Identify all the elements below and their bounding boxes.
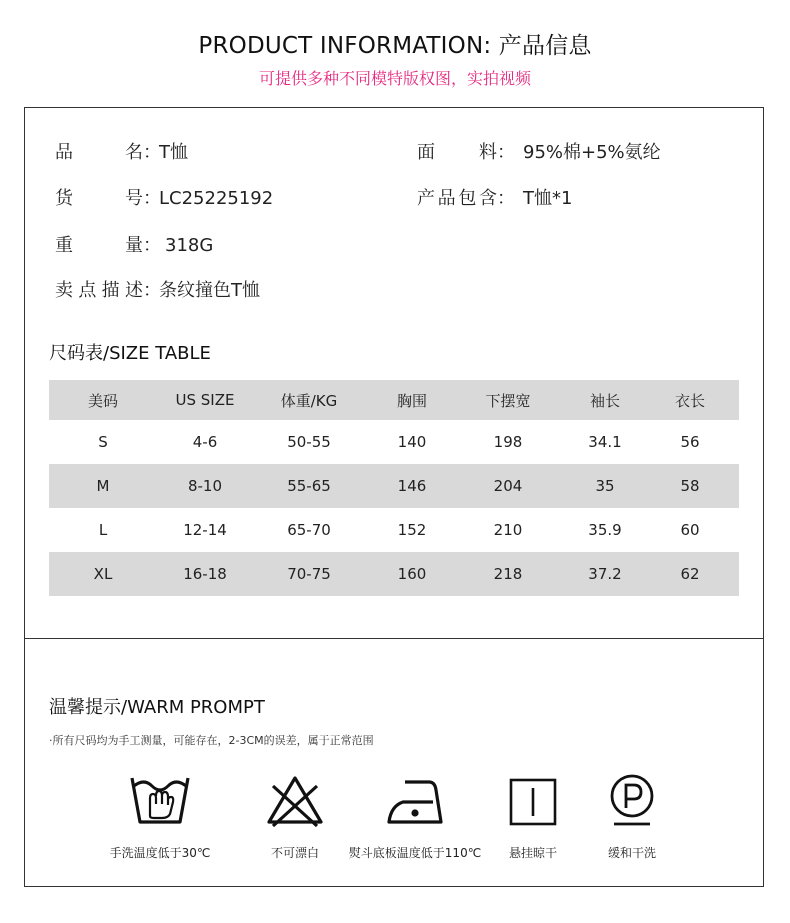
info-fabric-value: 95%棉+5%氨纶 [523, 142, 661, 163]
info-package-value: T恤*1 [523, 188, 573, 209]
table-cell: 218 [493, 565, 523, 583]
info-fabric-label: 面料 [417, 142, 497, 163]
table-header-cell: 衣长 [674, 391, 705, 410]
info-name-row: 品名：T恤 [55, 138, 188, 164]
table-cell: 12-14 [183, 521, 227, 539]
table-row [49, 420, 739, 464]
info-selling-label: 卖点描述 [55, 280, 143, 301]
care-label: 手洗温度低于30℃ [109, 846, 211, 860]
care-item-no-bleach [225, 772, 365, 861]
size-table [49, 380, 739, 596]
hand-wash-icon [128, 772, 192, 830]
care-label: 缓和干洗 [607, 846, 656, 860]
size-table-title: 尺码表/SIZE TABLE [49, 343, 211, 364]
info-name-value: T恤 [159, 142, 188, 163]
line-dry-icon [501, 772, 565, 830]
table-cell: 152 [397, 521, 427, 539]
info-package-label: 产品包含 [417, 188, 497, 209]
care-label: 不可漂白 [270, 846, 319, 860]
table-cell: 146 [397, 477, 427, 495]
table-cell: 4-6 [192, 433, 218, 451]
info-item-no-label: 货号 [55, 188, 143, 209]
warm-prompt-title: 温馨提示/WARM PROMPT [49, 697, 265, 718]
table-cell: 56 [680, 433, 700, 451]
care-label: 悬挂晾干 [508, 846, 557, 860]
table-cell: 58 [680, 477, 700, 495]
table-cell: 210 [493, 521, 523, 539]
table-cell: 37.2 [588, 565, 622, 583]
table-cell: 140 [397, 433, 427, 451]
info-weight-value: 318G [165, 235, 214, 256]
care-label: 熨斗底板温度低于110℃ [348, 846, 482, 860]
page-subtitle: 可提供多种不同模特版权图，实拍视频 [258, 69, 531, 88]
care-item-hand-wash [90, 772, 230, 861]
table-row [49, 552, 739, 596]
table-cell: 160 [397, 565, 427, 583]
iron-icon [383, 772, 447, 830]
table-cell: 8-10 [187, 477, 223, 495]
table-header-cell: 袖长 [589, 391, 620, 410]
table-cell: M [96, 477, 110, 495]
info-selling-row: 卖点描述：条纹撞色T恤 [55, 276, 260, 302]
info-fabric-row: 面料： 95%棉+5%氨纶 [417, 138, 661, 164]
info-item-no-row: 货号：LC25225192 [55, 184, 273, 210]
table-cell: 62 [680, 565, 700, 583]
table-cell: 35 [595, 477, 615, 495]
measurement-note: ·所有尺码均为手工测量，可能存在，2-3CM的误差，属于正常范围 [49, 734, 374, 747]
info-weight-row: 重量： 318G [55, 231, 213, 257]
table-header-row [49, 380, 739, 420]
table-header-cell: 胸围 [396, 391, 427, 410]
info-weight-label: 重量 [55, 235, 143, 256]
table-cell: 50-55 [287, 433, 331, 451]
table-cell: 70-75 [287, 565, 331, 583]
table-cell: L [98, 521, 108, 539]
table-cell: 204 [493, 477, 523, 495]
table-header-cell: 美码 [87, 391, 118, 410]
info-item-no-value: LC25225192 [159, 188, 274, 209]
section-divider [24, 638, 764, 639]
table-cell: 55-65 [287, 477, 331, 495]
table-row [49, 464, 739, 508]
dry-clean-p-icon [600, 772, 664, 830]
table-header-cell: 下摆宽 [485, 391, 531, 410]
table-cell: 65-70 [287, 521, 331, 539]
info-package-row: 产品包含： T恤*1 [417, 184, 572, 210]
table-cell: S [98, 433, 108, 451]
table-row [49, 508, 739, 552]
page-title: PRODUCT INFORMATION: 产品信息 [198, 33, 592, 59]
table-header-cell: US SIZE [175, 391, 235, 409]
table-cell: XL [93, 565, 113, 583]
table-header-cell: 体重/KG [280, 391, 338, 410]
table-cell: 34.1 [588, 433, 622, 451]
no-bleach-icon [263, 772, 327, 830]
info-selling-value: 条纹撞色T恤 [159, 280, 260, 301]
table-cell: 60 [680, 521, 700, 539]
care-item-dry-clean [562, 772, 702, 861]
table-cell: 35.9 [588, 521, 622, 539]
info-name-label: 品名 [55, 142, 143, 163]
table-cell: 198 [493, 433, 523, 451]
table-cell: 16-18 [183, 565, 227, 583]
